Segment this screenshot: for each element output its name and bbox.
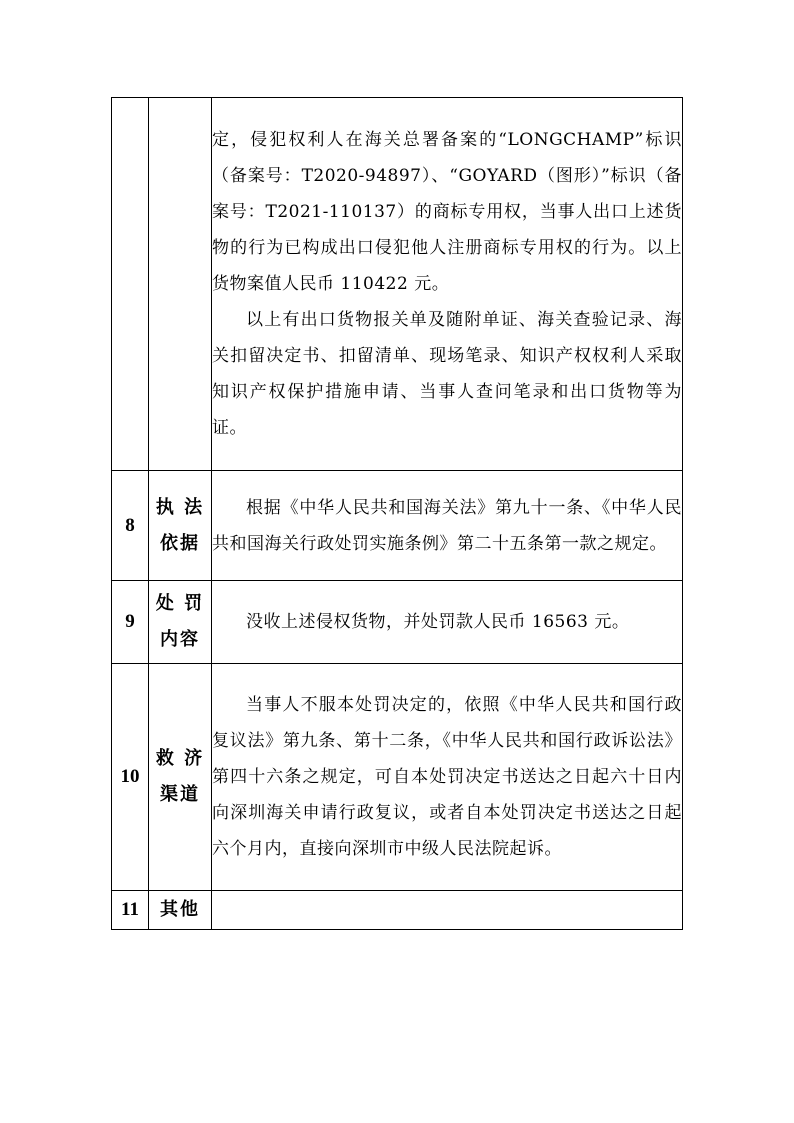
table-row xyxy=(112,891,683,930)
row-number: 10 xyxy=(112,664,149,891)
table-row xyxy=(112,471,683,581)
content-paragraph: 当事人不服本处罚决定的，依照《中华人民共和国行政复议法》第九条、第十二条，《中华人民共和国行政诉讼法》第四十六条之规定，可自本处罚决定书送达之日起六十日内向深圳海关申请行政复议，或者自本处罚决定书送达之日起六个月内，直接向深圳市中级人民法院起诉。 xyxy=(212,695,682,859)
content-paragraph: 以上有出口货物报关单及随附单证、海关查验记录、海关扣留决定书、扣留清单、现场笔录、知识产权权利人采取知识产权保护措施申请、当事人查问笔录和出口货物等为证。 xyxy=(212,310,682,438)
row-number: 8 xyxy=(112,471,149,581)
content-paragraph: 没收上述侵权货物，并处罚款人民币 16563 元。 xyxy=(246,612,630,632)
row-title-line: 渠道 xyxy=(160,784,200,805)
row-number: 11 xyxy=(112,891,149,930)
row-title-line: 其他 xyxy=(160,899,200,920)
row-title-line: 内容 xyxy=(160,629,200,650)
table-row xyxy=(112,98,683,471)
row-title xyxy=(149,664,212,891)
row-content xyxy=(212,664,683,891)
row-title-line: 处 罚 xyxy=(155,593,205,614)
content-paragraph: 定，侵犯权利人在海关总署备案的“LONGCHAMP”标识（备案号：T2020-94897）、“GOYARD（图形）”标识（备案号：T2021-110137）的商标专用权，当事人出口上述货物的行为已构成出口侵犯他人注册商标专用权的行为。以上货物案值人民币 110422 元。 xyxy=(212,130,682,294)
table-row xyxy=(112,581,683,664)
row-title-line: 依据 xyxy=(160,532,200,554)
row-number: 9 xyxy=(112,581,149,664)
table-row xyxy=(112,664,683,891)
row-title xyxy=(149,581,212,664)
row-number xyxy=(112,98,149,471)
content-paragraph: 根据《中华人民共和国海关法》第九十一条、《中华人民共和国海关行政处罚实施条例》第二十五条第一款之规定。 xyxy=(212,497,682,554)
row-content xyxy=(212,581,683,664)
row-content xyxy=(212,471,683,581)
row-content xyxy=(212,98,683,471)
row-content xyxy=(212,891,683,930)
row-title-line: 执 法 xyxy=(155,496,205,518)
row-title-line: 救 济 xyxy=(155,748,205,769)
penalty-decision-table xyxy=(111,97,683,930)
row-title xyxy=(149,891,212,930)
row-title xyxy=(149,471,212,581)
row-title xyxy=(149,98,212,471)
